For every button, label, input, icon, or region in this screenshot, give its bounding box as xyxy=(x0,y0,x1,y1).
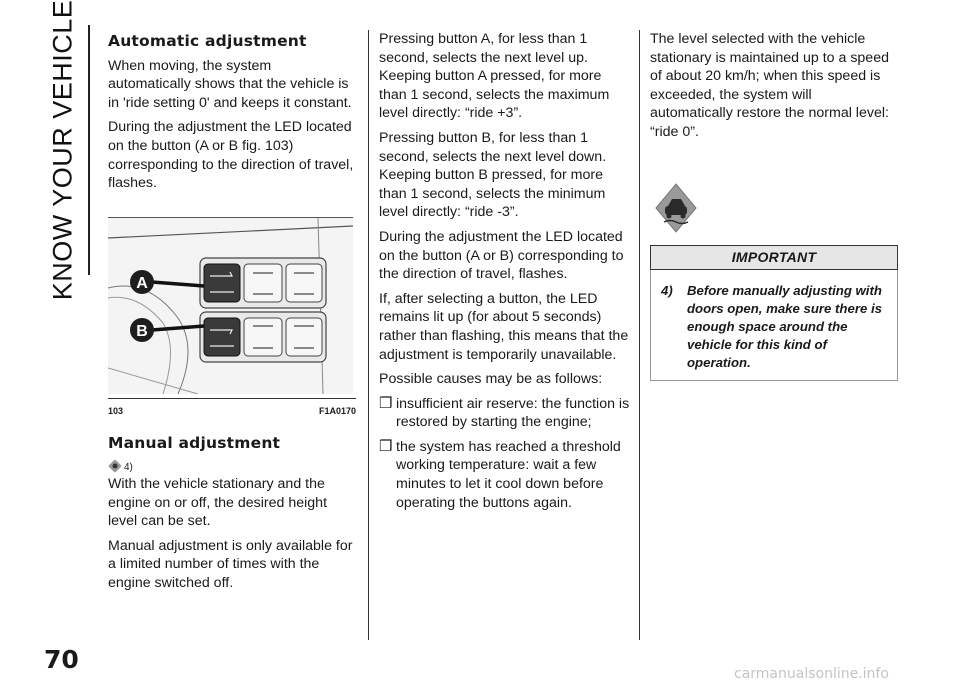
list-item-text: the system has reached a threshold working temperature: wait a few minutes to let it cool down before operating the buttons again. xyxy=(396,438,621,511)
important-note xyxy=(661,282,887,372)
checkbox-bullet-icon: ❒ xyxy=(379,437,393,455)
column-2 xyxy=(379,30,631,518)
heading-automatic-adjustment: Automatic adjustment xyxy=(108,32,307,50)
paragraph: If, after selecting a button, the LED remains lit up (for about 5 seconds) rather than flashing, this means that the adjustment is temporarily unavailable. xyxy=(379,290,629,363)
paragraph: The level selected with the vehicle stationary is maintained up to a speed of about 20 km/h; when this speed is exceeded, the system will automatically restore the normal level: “ride 0”. xyxy=(650,31,889,140)
section-side-title xyxy=(40,0,86,301)
watermark: carmanualsonline.info xyxy=(734,666,889,682)
heading-manual-adjustment: Manual adjustment xyxy=(108,434,281,453)
figure-number: 103 xyxy=(108,405,124,416)
paragraph: Pressing button B, for less than 1 second, selects the next level down. Keeping button B pressed, for more than 1 second, selects the minimum level directly: “ride -3”. xyxy=(379,129,607,221)
section-side-title-text: KNOW YOUR VEHICLE xyxy=(47,0,78,301)
column-divider xyxy=(639,30,640,640)
label-b: B xyxy=(136,322,148,340)
warning-small-icon xyxy=(108,459,122,473)
list-item xyxy=(379,438,631,512)
paragraph: Possible causes may be as follows: xyxy=(379,371,603,388)
important-box xyxy=(650,270,898,381)
page-number: 70 xyxy=(44,645,79,674)
figure-103 xyxy=(108,217,353,394)
warning-reference[interactable] xyxy=(108,459,356,473)
paragraph: Pressing button A, for less than 1 second, selects the next level up. Keeping button A pressed, for more than 1 second, selects the maximum level directly: “ride +3”. xyxy=(379,31,610,122)
side-rule xyxy=(88,25,90,275)
list-item-text: insufficient air reserve: the function is restored by starting the engine; xyxy=(396,395,630,431)
important-header: IMPORTANT xyxy=(650,245,898,270)
paragraph: Manual adjustment is only available for a limited number of times with the engine switched off. xyxy=(108,537,353,591)
checkbox-bullet-icon: ❒ xyxy=(379,394,393,412)
label-a: A xyxy=(136,274,148,292)
car-warning-icon xyxy=(654,182,698,234)
figure-caption xyxy=(108,398,356,421)
paragraph: When moving, the system automatically shows that the vehicle is in 'ride setting 0' and keeps it constant. xyxy=(108,57,352,111)
paragraph: With the vehicle stationary and the engine on or off, the desired height level can be set. xyxy=(108,475,328,530)
list-item xyxy=(379,395,631,432)
figure-code: F1A0170 xyxy=(318,405,356,416)
height-buttons-illustration xyxy=(108,218,353,394)
paragraph: During the adjustment the LED located on the button (A or B fig. 103) corresponding to the direction of travel, flashes. xyxy=(108,119,354,192)
column-divider xyxy=(368,30,369,640)
note-ref-number: 4) xyxy=(124,461,133,473)
column-3 xyxy=(650,30,898,381)
important-note-text: Before manually adjusting with doors open, make sure there is enough space around the vehicle for this kind of operation. xyxy=(687,282,882,370)
column-1 xyxy=(108,30,356,599)
important-note-number: 4) xyxy=(661,282,673,298)
paragraph: During the adjustment the LED located on the button (A or B) corresponding to the direction of travel, flashes. xyxy=(379,228,624,283)
